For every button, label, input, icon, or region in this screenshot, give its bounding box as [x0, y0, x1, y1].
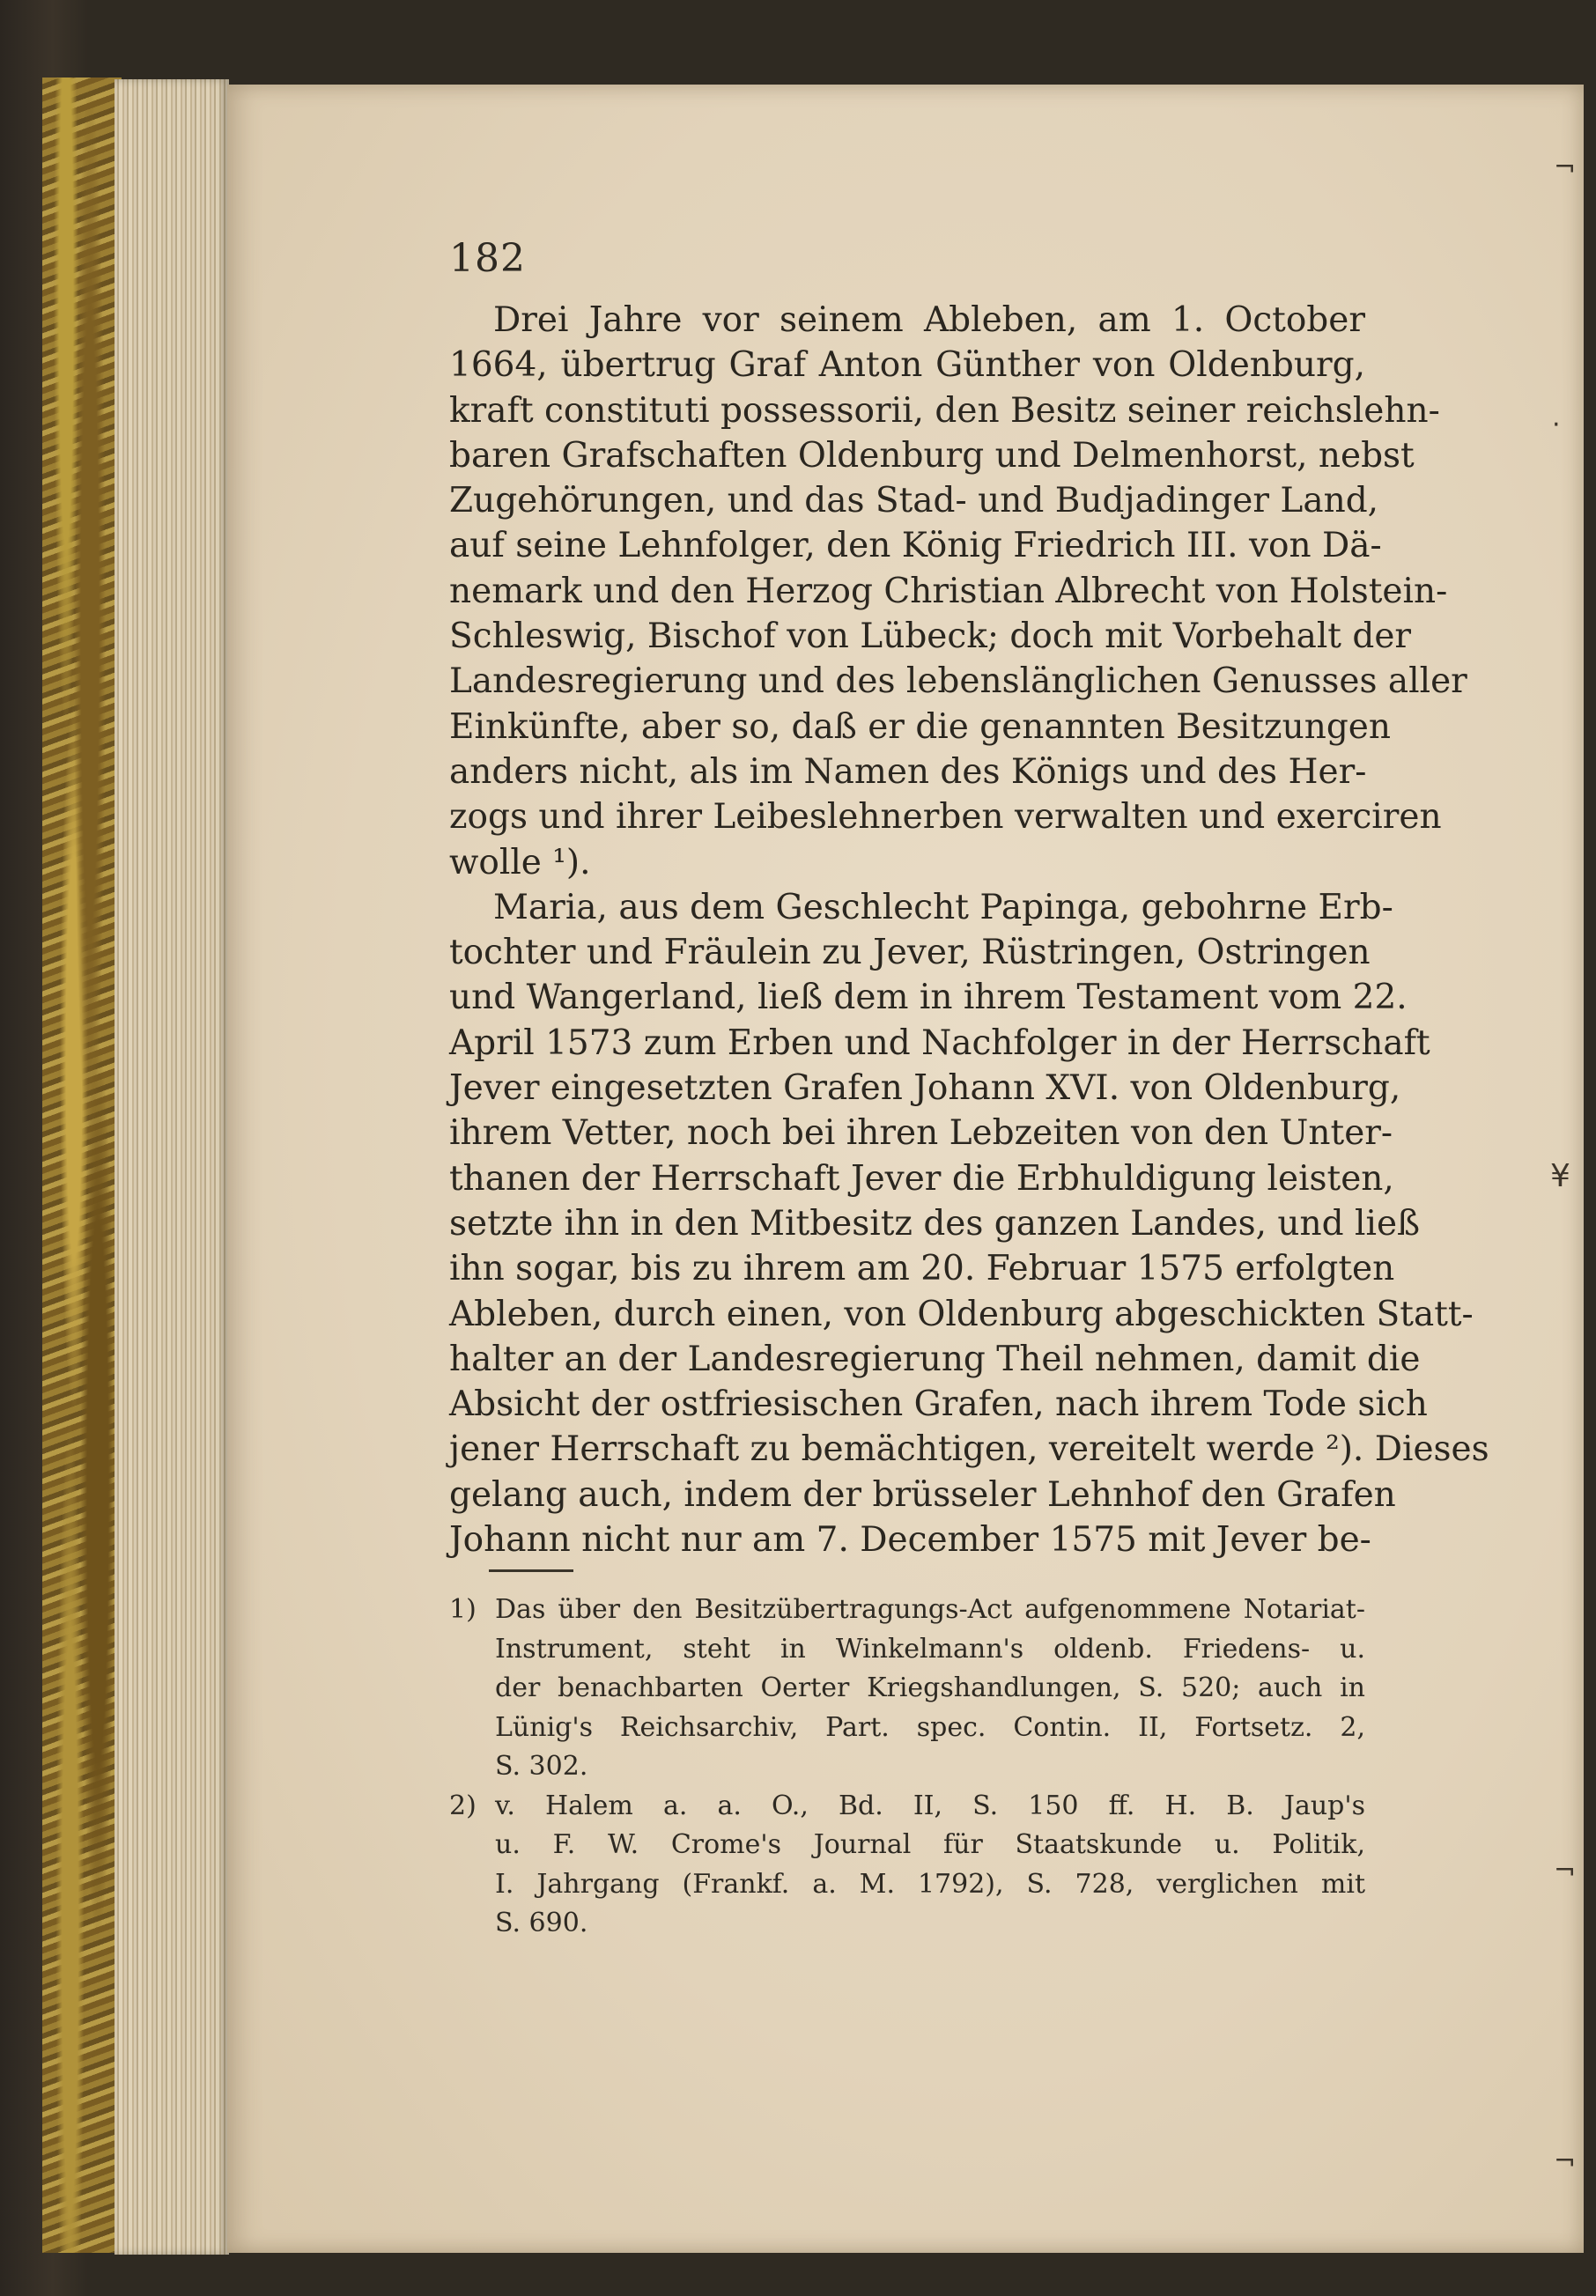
margin-mark-left: ·	[1552, 410, 1561, 440]
footnotes	[449, 1591, 1365, 1944]
footnote-line: S. 690.	[495, 1908, 588, 1938]
text-line: Einkünfte, aber so, daß er die genannten Besitzungen	[449, 706, 1391, 747]
footnote-marker: 1)	[449, 1594, 477, 1625]
footnote-line	[449, 1591, 1365, 1630]
text-line: Absicht der ostfriesischen Grafen, nach ihrem Tode sich	[449, 1384, 1428, 1425]
text-line: und Wangerland, ließ dem in ihrem Testament vom 22.	[449, 978, 1408, 1018]
page-stack-edge	[115, 79, 229, 2255]
margin-mark-top: ¬	[1554, 152, 1577, 183]
text-line: Drei Jahre vor seinem Ableben, am 1. October	[493, 300, 1365, 340]
margin-mark-mid: ¥	[1550, 1158, 1570, 1194]
footnote-line: S. 302.	[495, 1751, 588, 1782]
margin-mark-bottom-2: ¬	[1554, 2146, 1577, 2177]
text-line: baren Grafschaften Oldenburg und Delmenhorst, nebst	[449, 435, 1415, 476]
footnote-line: u. F. W. Crome's Journal für Staatskunde u. Politik,	[495, 1829, 1365, 1860]
text-line: gelang auch, indem der brüsseler Lehnhof den Grafen	[449, 1474, 1396, 1515]
text-line: wolle ¹).	[449, 842, 591, 882]
footnote-text: v. Halem a. a. O., Bd. II, S. 150 ff. H. B. Jaup's	[495, 1790, 1365, 1821]
text-line: April 1573 zum Erben und Nachfolger in der Herrschaft	[449, 1022, 1430, 1063]
body-text	[449, 298, 1489, 1562]
text-line: Zugehörungen, und das Stad- und Budjadinger Land,	[449, 481, 1379, 521]
footnote-text: Das über den Besitzübertragungs-Act aufgenommene Notariat-	[495, 1594, 1365, 1625]
footnote-line: der benachbarten Oerter Kriegshandlungen, S. 520; auch in	[495, 1672, 1365, 1703]
text-line: halter an der Landesregierung Theil nehmen, damit die	[449, 1339, 1421, 1379]
footnote-line: Instrument, steht in Winkelmann's oldenb. Friedens- u.	[495, 1633, 1365, 1665]
text-line: ihn sogar, bis zu ihrem am 20. Februar 1575 erfolgten	[449, 1249, 1395, 1289]
text-line: nemark und den Herzog Christian Albrecht von Holstein-	[449, 571, 1448, 611]
text-line: setzte ihn in den Mitbesitz des ganzen Landes, und ließ	[449, 1203, 1421, 1244]
text-line: kraft constituti possessorii, den Besitz seiner reichslehn-	[449, 390, 1440, 431]
marbled-book-edge	[42, 78, 122, 2253]
footnote-separator	[489, 1569, 573, 1572]
footnote-line: I. Jahrgang (Frankf. a. M. 1792), S. 728, verglichen mit	[495, 1868, 1365, 1900]
text-line: zogs und ihrer Leibeslehnerben verwalten und exerciren	[449, 797, 1442, 838]
footnote-line: Lünig's Reichsarchiv, Part. spec. Contin. II, Fortsetz. 2,	[495, 1711, 1365, 1743]
text-line: auf seine Lehnfolger, den König Friedrich III. von Dä-	[449, 526, 1382, 566]
text-line: Maria, aus dem Geschlecht Papinga, gebohrne Erb-	[493, 887, 1393, 927]
text-line: Johann nicht nur am 7. December 1575 mit Jever be-	[449, 1520, 1371, 1561]
text-line: jener Herrschaft zu bemächtigen, vereitelt werde ²). Dieses	[449, 1429, 1489, 1470]
text-line: Ableben, durch einen, von Oldenburg abgeschickten Statt-	[449, 1294, 1474, 1334]
text-line: 1664, übertrug Graf Anton Günther von Oldenburg,	[449, 345, 1365, 386]
text-line: Jever eingesetzten Grafen Johann XVI. von Oldenburg,	[449, 1068, 1401, 1109]
margin-mark-bottom: ¬	[1554, 1856, 1577, 1886]
text-line: anders nicht, als im Namen des Königs und des Her-	[449, 751, 1367, 792]
footnote-line	[449, 1787, 1365, 1827]
text-line: Landesregierung und des lebenslänglichen Genusses aller	[449, 661, 1467, 702]
text-line: ihrem Vetter, noch bei ihren Lebzeiten von den Unter-	[449, 1113, 1393, 1154]
text-line: Schleswig, Bischof von Lübeck; doch mit Vorbehalt der	[449, 616, 1412, 657]
text-line: tochter und Fräulein zu Jever, Rüstringen, Ostringen	[449, 933, 1371, 973]
text-line: thanen der Herrschaft Jever die Erbhuldigung leisten,	[449, 1158, 1394, 1199]
page-number: 182	[449, 236, 526, 281]
footnote-marker: 2)	[449, 1790, 477, 1821]
